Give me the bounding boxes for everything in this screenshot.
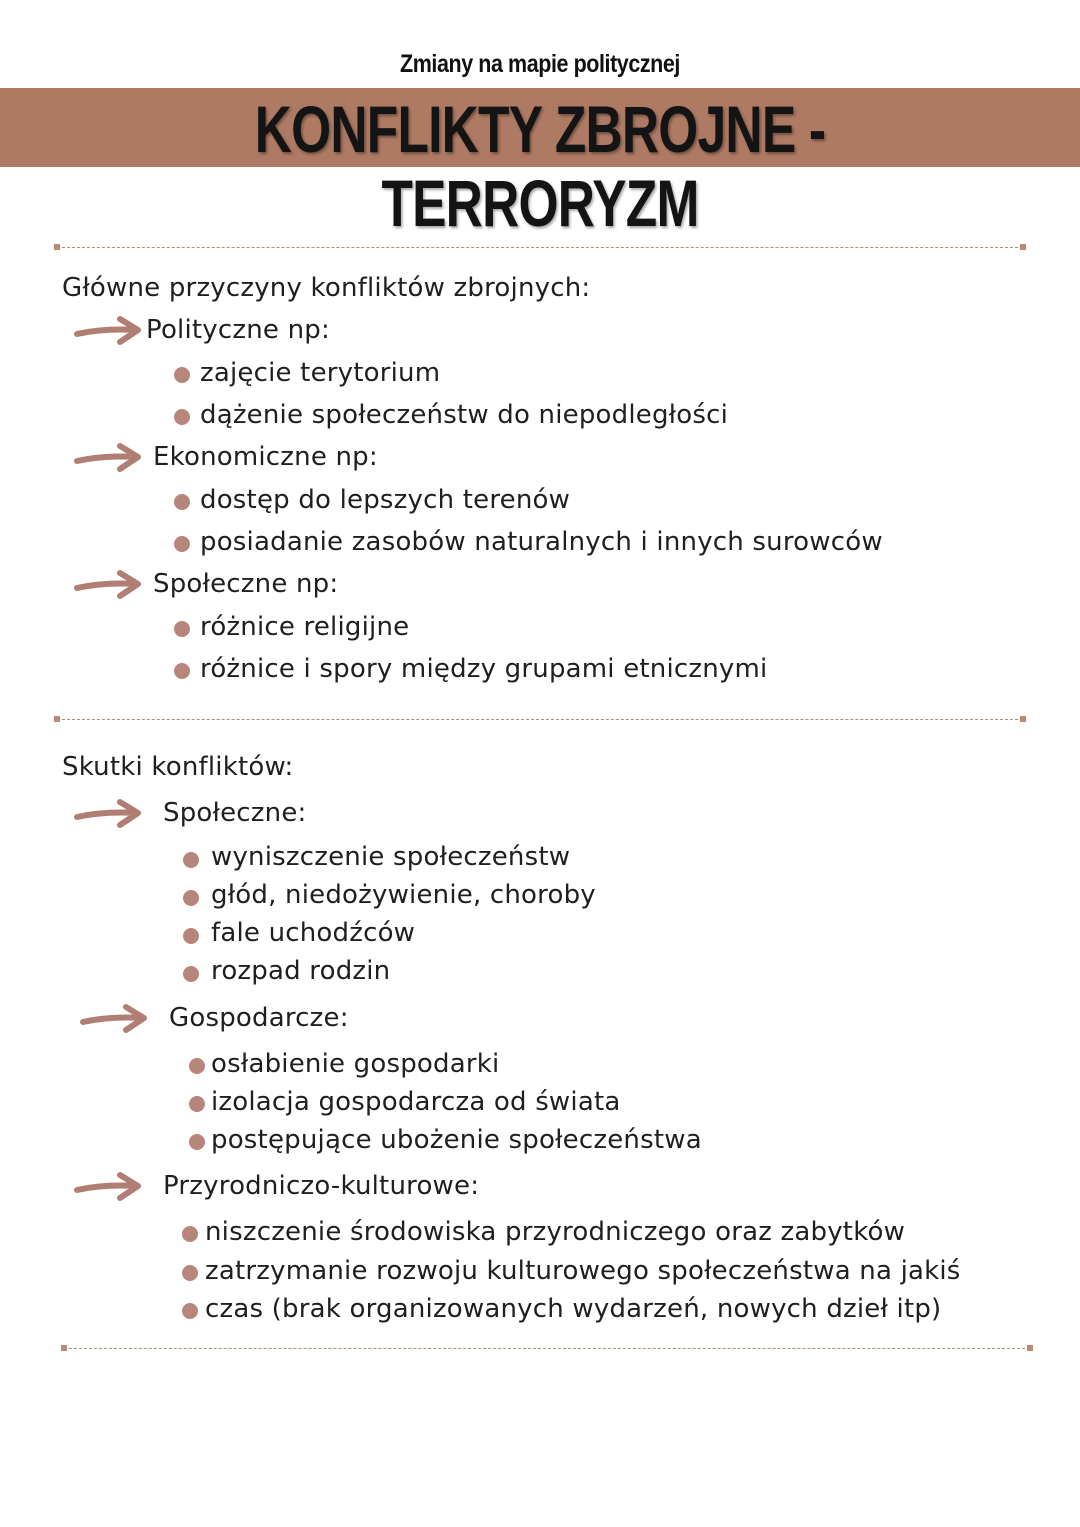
list-item: osłabienie gospodarki xyxy=(211,1049,500,1079)
list-item: dążenie społeczeństw do niepodległości xyxy=(200,400,729,430)
page-title: KONFLIKTY ZBROJNE - TERRORYZM xyxy=(254,92,826,240)
list-item: niszczenie środowiska przyrodniczego oraz zabytków xyxy=(205,1217,906,1247)
page-subtitle: Zmiany na mapie politycznej xyxy=(400,50,680,78)
bullet-icon xyxy=(189,1096,205,1112)
causes-group-social: Społeczne np: xyxy=(153,569,339,599)
list-item: wyniszczenie społeczeństw xyxy=(211,842,571,872)
arrow-icon xyxy=(74,314,144,348)
bullet-icon xyxy=(174,621,190,637)
list-item: izolacja gospodarcza od świata xyxy=(211,1087,621,1117)
effects-group-social: Społeczne: xyxy=(163,798,307,828)
divider-middle xyxy=(57,719,1023,720)
bullet-icon xyxy=(182,1265,198,1281)
bullet-icon xyxy=(174,663,190,679)
bullet-icon xyxy=(183,966,199,982)
causes-heading: Główne przyczyny konfliktów zbrojnych: xyxy=(62,273,591,303)
effects-group-nature-culture: Przyrodniczo-kulturowe: xyxy=(163,1171,480,1201)
list-item: dostęp do lepszych terenów xyxy=(200,485,571,515)
list-item: rozpad rodzin xyxy=(211,956,391,986)
list-item: różnice i spory między grupami etnicznymi xyxy=(200,654,768,684)
divider-top xyxy=(57,247,1023,248)
list-item: czas (brak organizowanych wydarzeń, nowych dzieł itp) xyxy=(205,1294,942,1324)
list-item: posiadanie zasobów naturalnych i innych surowców xyxy=(200,527,883,557)
bullet-icon xyxy=(174,409,190,425)
list-item: postępujące ubożenie społeczeństwa xyxy=(211,1125,702,1155)
causes-group-economic: Ekonomiczne np: xyxy=(153,442,378,472)
bullet-icon xyxy=(189,1134,205,1150)
bullet-icon xyxy=(182,1226,198,1242)
arrow-icon xyxy=(74,441,144,475)
bullet-icon xyxy=(174,536,190,552)
arrow-icon xyxy=(74,797,144,831)
bullet-icon xyxy=(183,890,199,906)
list-item: fale uchodźców xyxy=(211,918,416,948)
effects-heading: Skutki konfliktów: xyxy=(62,752,294,782)
list-item: różnice religijne xyxy=(200,612,410,642)
bullet-icon xyxy=(174,494,190,510)
bullet-icon xyxy=(183,928,199,944)
causes-group-political: Polityczne np: xyxy=(146,315,330,345)
list-item: zatrzymanie rozwoju kulturowego społeczeństwa na jakiś xyxy=(205,1256,961,1286)
bullet-icon xyxy=(189,1058,205,1074)
effects-group-economic: Gospodarcze: xyxy=(169,1003,349,1033)
bullet-icon xyxy=(174,367,190,383)
list-item: zajęcie terytorium xyxy=(200,358,441,388)
arrow-icon xyxy=(74,568,144,602)
divider-bottom xyxy=(64,1348,1030,1349)
bullet-icon xyxy=(182,1303,198,1319)
arrow-icon xyxy=(80,1002,150,1036)
list-item: głód, niedożywienie, choroby xyxy=(211,880,596,910)
arrow-icon xyxy=(74,1170,144,1204)
bullet-icon xyxy=(183,852,199,868)
